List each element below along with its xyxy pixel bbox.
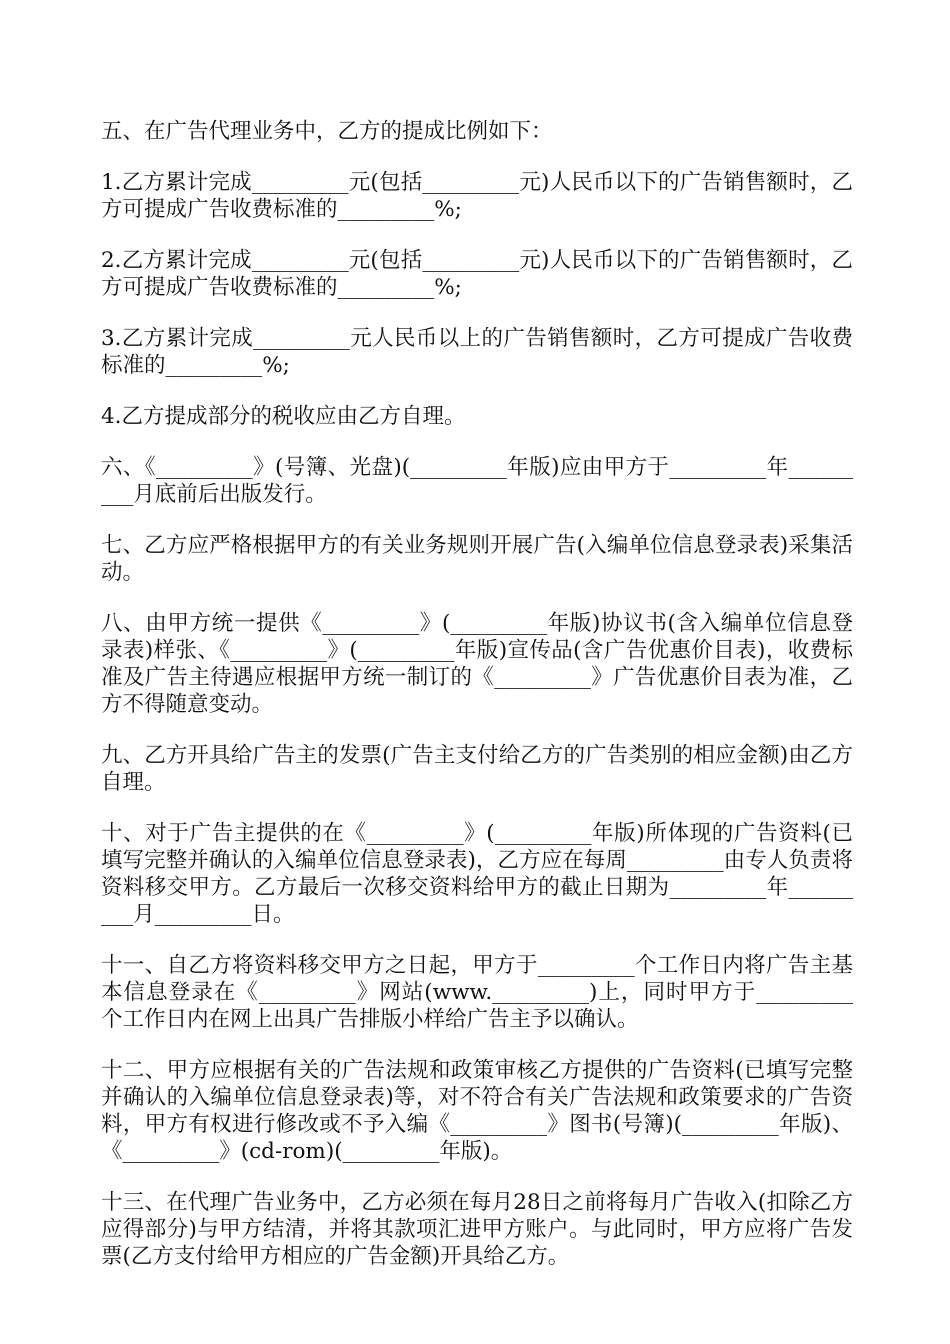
clause-5-item-1: 1.乙方累计完成_________元(包括_________元)人民币以下的广告销售额时，乙方可提成广告收费标准的_________%; [101,170,853,222]
clause-12: 十二、甲方应根据有关的广告法规和政策审核乙方提供的广告资料(已填写完整并确认的入编单位信息登录表)等，对不符合有关广告法规和政策要求的广告资料，甲方有权进行修改或不予入编《_________》图书(号簿)(_________年版)、《_________》(cd-rom)(_________年版)。 [101,1058,853,1164]
clause-9: 九、乙方开具给广告主的发票(广告主支付给乙方的广告类别的相应金额)由乙方自理。 [101,743,853,795]
document-body [101,118,853,1294]
clause-13: 十三、在代理广告业务中，乙方必须在每月28日之前将每月广告收入(扣除乙方应得部分)与甲方结清，并将其款项汇进甲方账户。与此同时，甲方应将广告发票(乙方支付给甲方相应的广告金额)开具给乙方。 [101,1190,853,1269]
clause-5-heading: 五、在广告代理业务中，乙方的提成比例如下： [101,119,553,144]
clause-11: 十一、自乙方将资料移交甲方之日起，甲方于_________个工作日内将广告主基本信息登录在《_________》网站(www._________)上，同时甲方于_________个工作日内在网上出具广告排版小样给广告主予以确认。 [101,953,853,1032]
clause-5-item-4: 4.乙方提成部分的税收应由乙方自理。 [101,404,466,429]
clause-10: 十、对于广告主提供的在《_________》(_________年版)所体现的广告资料(已填写完整并确认的入编单位信息登录表)，乙方应在每周_________由专人负责将资料移交甲方。乙方最后一次移交资料给甲方的截止日期为_________年_________月_________日。 [101,821,853,927]
clause-6: 六、《_________》(号簿、光盘)(_________年版)应由甲方于_________年_________月底前后出版发行。 [101,455,853,507]
clause-5-item-2: 2.乙方累计完成_________元(包括_________元)人民币以下的广告销售额时，乙方可提成广告收费标准的_________%; [101,248,853,300]
clause-7: 七、乙方应严格根据甲方的有关业务规则开展广告(入编单位信息登录表)采集活动。 [101,533,853,585]
clause-8: 八、由甲方统一提供《_________》(_________年版)协议书(含入编单位信息登录表)样张、《_________》(_________年版)宣传品(含广告优惠价目表)，收费标准及广告主待遇应根据甲方统一制订的《_________》广告优惠价目表为准，乙方不得随意变动。 [101,611,853,717]
clause-5-item-3: 3.乙方累计完成_________元人民币以上的广告销售额时，乙方可提成广告收费标准的_________%; [101,326,853,378]
